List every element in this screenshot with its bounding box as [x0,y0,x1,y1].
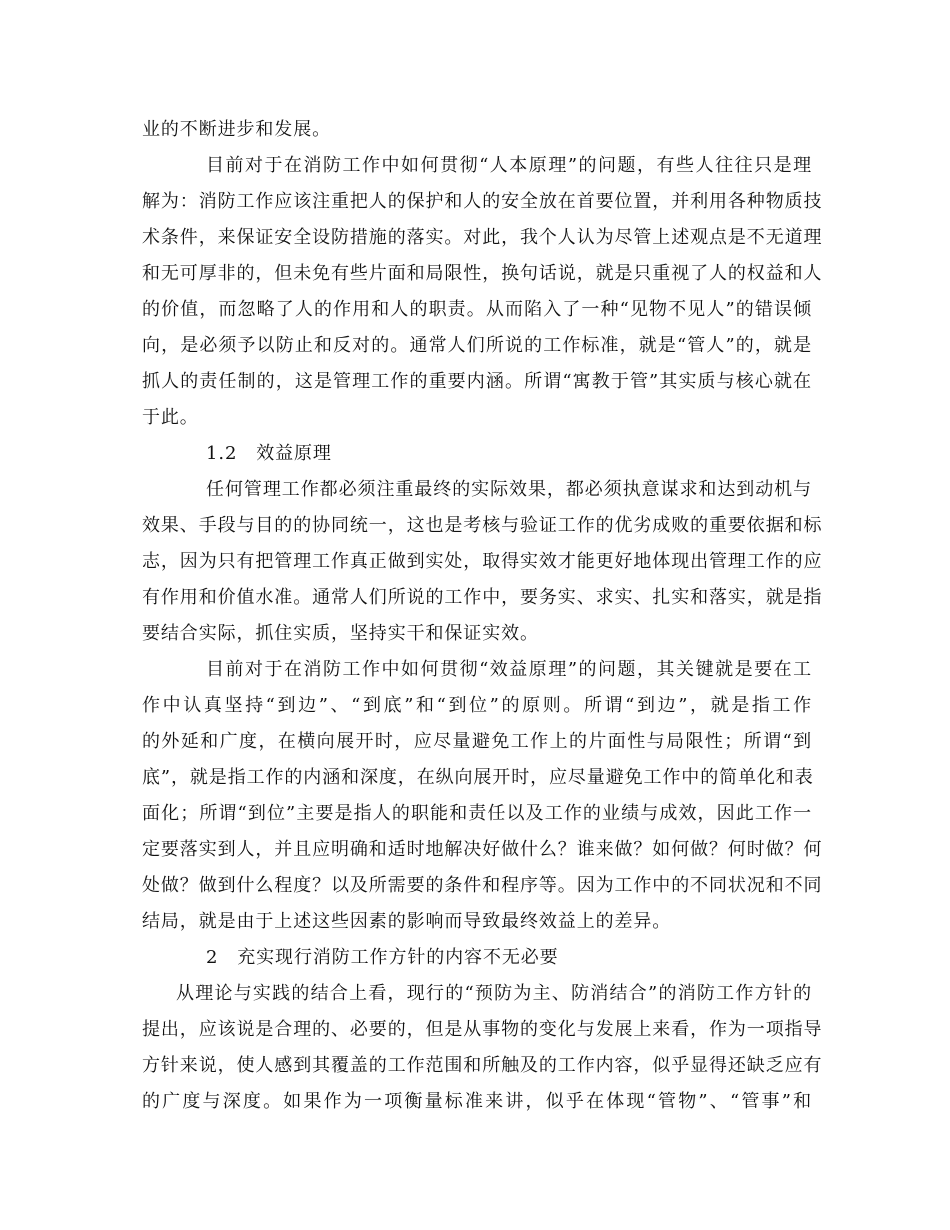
text-line-1: 业的不断进步和发展。 [142,119,331,140]
paragraph-people-principle-line-1: 目前对于在消防工作中如何贯彻“人本原理”的问题，有些人往往只是理 [206,155,812,176]
paragraph-benefit-principle-line-3: 的外延和广度，在横向展开时，应尽量避免工作上的片面性与局限性；所谓“到 [142,731,812,752]
paragraph-people-principle-line-3: 术条件，来保证安全设防措施的落实。对此，我个人认为尽管上述观点是不无道理 [142,227,823,248]
paragraph-benefit-line-3: 志，因为只有把管理工作真正做到实处，取得实效才能更好地体现出管理工作的应 [142,551,823,572]
paragraph-people-principle-line-4: 和无可厚非的，但未免有些片面和局限性，换句话说，就是只重视了人的权益和人 [142,263,823,284]
section-heading-1-2: 1.2 效益原理 [206,443,332,464]
paragraph-people-principle-line-8: 于此。 [142,407,199,428]
paragraph-people-principle-line-5: 的价值，而忽略了人的作用和人的职责。从而陷入了一种“见物不见人”的错误倾 [142,299,812,320]
paragraph-benefit-principle-line-7: 处做？做到什么程度？以及所需要的条件和程序等。因为工作中的不同状况和不同 [142,875,823,896]
paragraph-people-principle-line-2: 解为：消防工作应该注重把人的保护和人的安全放在首要位置，并利用各种物质技 [142,191,823,212]
paragraph-benefit-line-2: 效果、手段与目的的协同统一，这也是考核与验证工作的优劣成败的重要依据和标 [142,515,823,536]
paragraph-benefit-principle-line-5: 面化；所谓“到位”主要是指人的职能和责任以及工作的业绩与成效，因此工作一 [142,803,812,824]
section-heading-2: 2 充实现行消防工作方针的内容不无必要 [206,947,559,968]
paragraph-people-principle-line-6: 向，是必须予以防止和反对的。通常人们所说的工作标准，就是“管人”的，就是 [142,335,812,356]
paragraph-benefit-principle-line-4: 底”，就是指工作的内涵和深度，在纵向展开时，应尽量避免工作中的简单化和表 [142,767,814,788]
paragraph-benefit-line-5: 要结合实际，抓住实质，坚持实干和保证实效。 [142,623,539,644]
paragraph-policy-line-1: 从理论与实践的结合上看，现行的“预防为主、防消结合”的消防工作方针的 [176,983,812,1004]
paragraph-benefit-principle-line-2: 作中认真坚持“到边”、“到底”和“到位”的原则。所谓“到边”，就是指工作 [142,695,812,716]
paragraph-benefit-line-1: 任何管理工作都必须注重最终的实际效果，都必须执意谋求和达到动机与 [206,479,812,500]
paragraph-benefit-principle-line-6: 定要落实到人，并且应明确和适时地解决好做什么？谁来做？如何做？何时做？何 [142,839,823,860]
paragraph-policy-line-4: 的广度与深度。如果作为一项衡量标准来讲，似乎在体现“管物”、“管事”和 [142,1091,812,1112]
paragraph-policy-line-2: 提出，应该说是合理的、必要的，但是从事物的变化与发展上来看，作为一项指导 [142,1019,823,1040]
paragraph-benefit-principle-line-1: 目前对于在消防工作中如何贯彻“效益原理”的问题，其关键就是要在工 [206,659,812,680]
paragraph-benefit-principle-line-8: 结局，就是由于上述这些因素的影响而导致最终效益上的差异。 [142,911,672,932]
paragraph-policy-line-3: 方针来说，使人感到其覆盖的工作范围和所触及的工作内容，似乎显得还缺乏应有 [142,1055,823,1076]
paragraph-people-principle-line-7: 抓人的责任制的，这是管理工作的重要内涵。所谓“寓教于管”其实质与核心就在 [142,371,812,392]
paragraph-benefit-line-4: 有作用和价值水准。通常人们所说的工作中，要务实、求实、扎实和落实，就是指 [142,587,823,608]
